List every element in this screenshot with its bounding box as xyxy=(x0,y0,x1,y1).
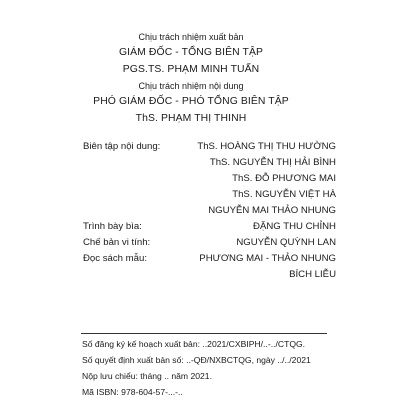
deputy-title: PHÓ GIÁM ĐỐC - PHÓ TỔNG BIÊN TẬP xyxy=(93,96,289,107)
director-name: PGS.TS. PHẠM MINH TUẤN xyxy=(122,64,260,75)
deputy-name: ThS. PHẠM THỊ THINH xyxy=(135,113,247,124)
content-editor-label: Biên tập nội dung: xyxy=(83,141,161,152)
content-editor-1: ThS. HOÀNG THỊ THU HƯỜNG xyxy=(197,141,336,152)
content-editor-3: ThS. ĐỖ PHƯƠNG MAI xyxy=(232,173,336,184)
proofreader-label: Đọc sách mẫu: xyxy=(83,253,147,264)
isbn: Mã ISBN: 978-604-57-...-.. xyxy=(82,387,183,397)
cover-designer: ĐẶNG THU CHỈNH xyxy=(253,221,336,232)
layout-label: Chế bản vi tính: xyxy=(83,237,151,248)
proofreader-2: BÍCH LIỄU xyxy=(289,269,336,280)
cover-label: Trình bày bìa: xyxy=(83,221,142,232)
responsible-content-label: Chịu trách nhiệm nội dung xyxy=(138,81,244,91)
layout-artist: NGUYỄN QUỲNH LAN xyxy=(236,237,336,248)
director-title: GIÁM ĐỐC - TỔNG BIÊN TẬP xyxy=(118,47,264,58)
content-editor-2: ThS. NGUYỄN THỊ HẢI BÌNH xyxy=(209,157,336,168)
responsible-publishing-label: Chịu trách nhiệm xuất bản xyxy=(138,32,244,42)
deposit-info: Nộp lưu chiểu: tháng .. năm 2021. xyxy=(82,371,212,381)
plan-registration: Số đăng ký kế hoạch xuất bản: ..2021/CXBIPH/..-../CTQG. xyxy=(82,339,306,349)
divider-line xyxy=(81,333,327,334)
content-editor-5: NGUYỄN MAI THẢO NHUNG xyxy=(208,205,336,216)
proofreader-1: PHƯƠNG MAI - THẢO NHUNG xyxy=(199,253,336,264)
publishing-decision: Số quyết định xuất bản số: ..-QĐ/NXBCTQG, ngày ../../2021 xyxy=(82,355,311,365)
content-editor-4: ThS. NGUYỄN VIỆT HÀ xyxy=(232,189,336,200)
